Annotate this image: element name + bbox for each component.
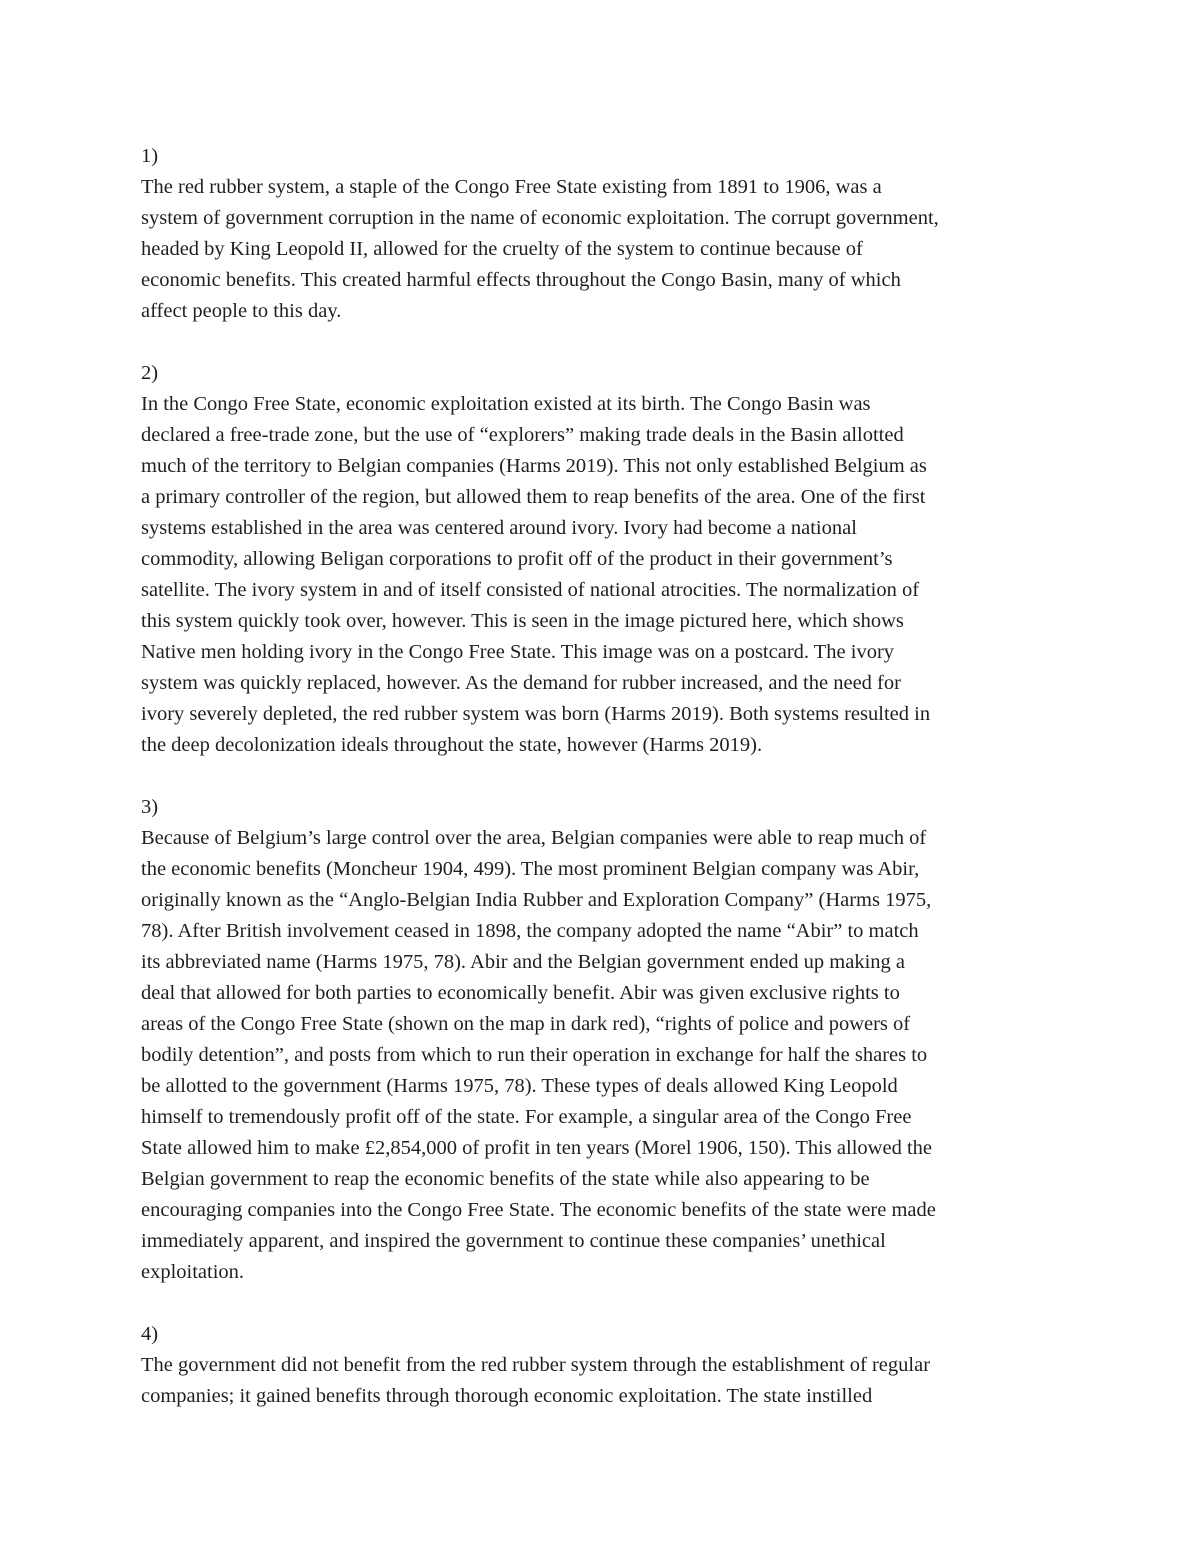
section-number: 2): [141, 362, 159, 384]
section-3: [141, 792, 1061, 1288]
section-paragraph: The red rubber system, a staple of the Congo Free State existing from 1891 to 1906, was a system of government corruption in the name of economic exploitation. The corrupt government, headed by King Leopold II, allowed for the cruelty of the system to continue because of economic benefits. This created harmful effects throughout the Congo Basin, many of which affect people to this day.: [141, 176, 939, 322]
section-paragraph: In the Congo Free State, economic exploitation existed at its birth. The Congo Basin was declared a free-trade zone, but the use of “explorers” making trade deals in the Basin allotted much of the territory to Belgian companies (Harms 2019). This not only established Belgium as a primary controller of the region, but allowed them to reap benefits of the area. One of the first systems established in the area was centered around ivory. Ivory had become a national commodity, allowing Beligan corporations to profit off of the product in their government’s satellite. The ivory system in and of itself consisted of national atrocities. The normalization of this system quickly took over, however. This is seen in the image pictured here, which shows Native men holding ivory in the Congo Free State. This image was on a postcard. The ivory system was quickly replaced, however. As the demand for rubber increased, and the need for ivory severely depleted, the red rubber system was born (Harms 2019). Both systems resulted in the deep decolonization ideals throughout the state, however (Harms 2019).: [141, 393, 931, 756]
section-number: 4): [141, 1323, 159, 1345]
section-number: 1): [141, 145, 159, 167]
section-number: 3): [141, 796, 159, 818]
document-body: [141, 141, 1061, 1443]
section-paragraph: Because of Belgium’s large control over the area, Belgian companies were able to reap much of the economic benefits (Moncheur 1904, 499). The most prominent Belgian company was Abir, originally known as the “Anglo-Belgian India Rubber and Exploration Company” (Harms 1975, 78). After British involvement ceased in 1898, the company adopted the name “Abir” to match its abbreviated name (Harms 1975, 78). Abir and the Belgian government ended up making a deal that allowed for both parties to economically benefit. Abir was given exclusive rights to areas of the Congo Free State (shown on the map in dark red), “rights of police and powers of bodily detention”, and posts from which to run their operation in exchange for half the shares to be allotted to the government (Harms 1975, 78). These types of deals allowed King Leopold himself to tremendously profit off of the state. For example, a singular area of the Congo Free State allowed him to make £2,854,000 of profit in ten years (Morel 1906, 150). This allowed the Belgian government to reap the economic benefits of the state while also appearing to be encouraging companies into the Congo Free State. The economic benefits of the state were made immediately apparent, and inspired the government to continue these companies’ unethical exploitation.: [141, 827, 936, 1283]
section-1: [141, 141, 1061, 327]
section-4: [141, 1319, 1061, 1412]
section-2: [141, 358, 1061, 761]
section-paragraph: The government did not benefit from the red rubber system through the establishment of regular companies; it gained benefits through thorough economic exploitation. The state instilled: [141, 1354, 931, 1407]
